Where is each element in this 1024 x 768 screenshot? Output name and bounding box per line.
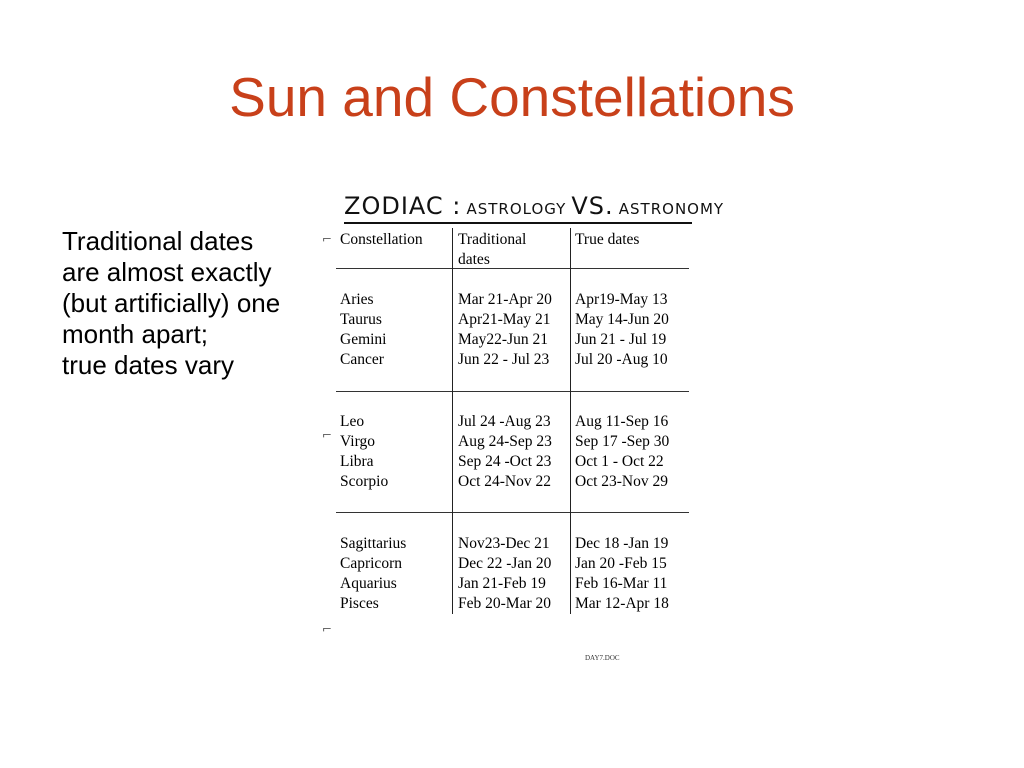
handwritten-heading — [344, 192, 725, 226]
row-traditional: Aug 24-Sep 23 — [458, 433, 552, 450]
scanned-zodiac-table — [318, 180, 725, 680]
row-true: Dec 18 -Jan 19 — [575, 535, 669, 552]
heading-vs: VS. — [571, 192, 614, 220]
side-note — [62, 226, 324, 381]
col-header-traditional-2: dates — [458, 251, 490, 268]
heading-zodiac: ZODIAC : — [344, 192, 462, 220]
row-name: Scorpio — [340, 473, 389, 490]
row-name: Pisces — [340, 595, 379, 612]
row-name: Capricorn — [340, 555, 402, 572]
row-traditional: May22-Jun 21 — [458, 331, 548, 348]
row-traditional: Sep 24 -Oct 23 — [458, 453, 552, 470]
heading-underline — [344, 222, 692, 224]
row-true: May 14-Jun 20 — [575, 311, 669, 328]
heading-astronomy: ASTRONOMY — [618, 200, 725, 218]
row-true: Jul 20 -Aug 10 — [575, 351, 668, 368]
row-traditional: Dec 22 -Jan 20 — [458, 555, 552, 572]
row-name: Gemini — [340, 331, 387, 348]
row-true: Oct 1 - Oct 22 — [575, 453, 664, 470]
scan-mark: ⌐ — [322, 232, 333, 246]
row-name: Leo — [340, 413, 365, 430]
row-true: Mar 12-Apr 18 — [575, 595, 669, 612]
heading-astrology: ASTROLOGY — [466, 200, 567, 218]
column-divider — [452, 228, 453, 614]
row-true: Aug 11-Sep 16 — [575, 413, 669, 430]
side-note-line: are almost exactly — [62, 257, 272, 287]
row-name: Libra — [340, 453, 374, 470]
table-rule — [336, 512, 689, 513]
row-traditional: Jan 21-Feb 19 — [458, 575, 546, 592]
row-traditional: Mar 21-Apr 20 — [458, 291, 552, 308]
side-note-line: Traditional dates — [62, 226, 254, 256]
row-true: Oct 23-Nov 29 — [575, 473, 668, 490]
col-header-true: True dates — [575, 231, 640, 248]
row-traditional: Feb 20-Mar 20 — [458, 595, 551, 612]
side-note-line: (but artificially) one — [62, 288, 281, 318]
row-traditional: Oct 24-Nov 22 — [458, 473, 551, 490]
slide-title: Sun and Constellations — [229, 66, 795, 128]
row-true: Jan 20 -Feb 15 — [575, 555, 667, 572]
col-header-constellation: Constellation — [340, 231, 423, 248]
row-traditional: Nov23-Dec 21 — [458, 535, 550, 552]
col-header-traditional-1: Traditional — [458, 231, 527, 248]
row-name: Aries — [340, 291, 374, 308]
row-name: Aquarius — [340, 575, 397, 592]
row-name: Sagittarius — [340, 535, 407, 552]
row-name: Taurus — [340, 311, 382, 328]
row-traditional: Apr21-May 21 — [458, 311, 551, 328]
footer-file-code: DAY7.DOC — [585, 654, 620, 662]
scan-mark: ⌐ — [322, 428, 333, 442]
row-traditional: Jun 22 - Jul 23 — [458, 351, 550, 368]
row-true: Jun 21 - Jul 19 — [575, 331, 667, 348]
scan-mark: ⌐ — [322, 622, 333, 636]
column-divider — [570, 228, 571, 614]
side-note-line: true dates vary — [62, 350, 234, 380]
row-name: Cancer — [340, 351, 384, 368]
table-rule — [336, 268, 689, 269]
row-traditional: Jul 24 -Aug 23 — [458, 413, 551, 430]
row-true: Feb 16-Mar 11 — [575, 575, 668, 592]
row-true: Apr19-May 13 — [575, 291, 668, 308]
row-name: Virgo — [340, 433, 375, 450]
table-rule — [336, 391, 689, 392]
side-note-line: month apart; — [62, 319, 208, 349]
row-true: Sep 17 -Sep 30 — [575, 433, 670, 450]
